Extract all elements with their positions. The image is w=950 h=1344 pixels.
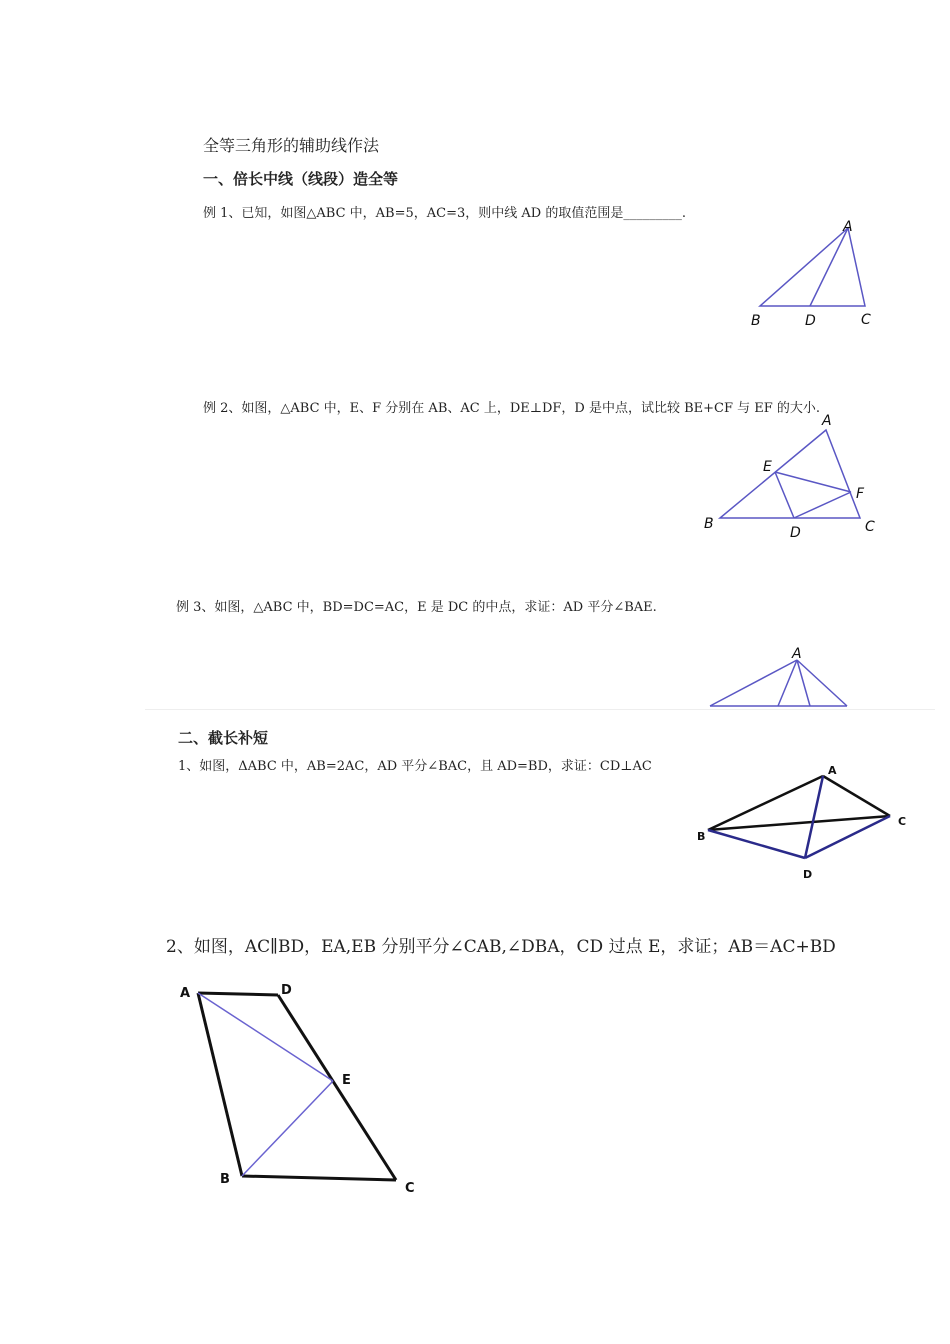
segment-df bbox=[794, 492, 851, 518]
label-c: C bbox=[898, 815, 907, 828]
label-a: A bbox=[843, 219, 853, 235]
label-a: A bbox=[792, 646, 802, 662]
label-b: B bbox=[751, 313, 761, 329]
segment-ae bbox=[198, 993, 333, 1081]
side-ba bbox=[198, 993, 242, 1176]
side-ac bbox=[797, 660, 847, 706]
side-ad bbox=[198, 993, 278, 995]
segment-ed bbox=[775, 472, 794, 518]
label-e: E bbox=[342, 1073, 351, 1088]
label-c: C bbox=[405, 1181, 415, 1196]
example-1-text: 例 1、已知，如图△ABC 中，AB=5，AC=3，则中线 AD 的取值范围是_________. bbox=[203, 206, 686, 221]
problem-1-text: 1、如图，ΔABC 中，AB=2AC，AD 平分∠BAC，且 AD=BD，求证：CD⊥AC bbox=[178, 759, 652, 774]
segment-ef bbox=[775, 472, 851, 492]
page-divider bbox=[145, 709, 935, 710]
segment-be bbox=[242, 1081, 333, 1176]
page-title: 全等三角形的辅助线作法 bbox=[203, 136, 380, 155]
figure-example-2 bbox=[700, 410, 890, 545]
label-b: B bbox=[220, 1172, 230, 1187]
figure-example-3 bbox=[700, 640, 860, 710]
label-f: F bbox=[856, 486, 865, 502]
label-d: D bbox=[805, 313, 816, 329]
label-b: B bbox=[704, 516, 714, 532]
figure-problem-2 bbox=[170, 975, 430, 1205]
segment-ad bbox=[778, 660, 797, 706]
side-bd bbox=[708, 830, 805, 858]
triangle-abc bbox=[720, 430, 860, 518]
section2-heading: 二、截长补短 bbox=[178, 729, 269, 747]
figure-example-1 bbox=[740, 215, 890, 335]
label-d: D bbox=[281, 983, 292, 998]
median-ad bbox=[810, 228, 848, 306]
segment-ad bbox=[805, 776, 823, 858]
label-b: B bbox=[697, 830, 706, 843]
side-ac bbox=[823, 776, 890, 816]
label-d: D bbox=[790, 525, 801, 541]
label-a: A bbox=[822, 413, 832, 429]
figure-problem-1 bbox=[690, 760, 920, 885]
example-2-text: 例 2、如图，△ABC 中，E、F 分别在 AB、AC 上，DE⊥DF，D 是中点，试比较 BE+CF 与 EF 的大小. bbox=[203, 401, 821, 416]
example-3-text: 例 3、如图，△ABC 中，BD=DC=AC，E 是 DC 的中点，求证：AD 平分∠BAE. bbox=[176, 600, 657, 615]
side-ab bbox=[710, 660, 797, 706]
triangle-abc bbox=[760, 228, 865, 306]
label-c: C bbox=[865, 519, 875, 535]
label-c: C bbox=[861, 312, 871, 328]
side-dc bbox=[278, 995, 396, 1180]
label-d: D bbox=[803, 868, 813, 881]
section1-heading: 一、倍长中线（线段）造全等 bbox=[203, 170, 399, 188]
label-a: A bbox=[180, 986, 191, 1001]
side-cb bbox=[242, 1176, 396, 1180]
problem-2-text: 2、如图，AC∥BD，EA,EB 分别平分∠CAB,∠DBA，CD 过点 E，求证；AB＝AC+BD bbox=[166, 937, 836, 957]
label-e: E bbox=[763, 459, 772, 475]
label-a: A bbox=[828, 764, 837, 777]
